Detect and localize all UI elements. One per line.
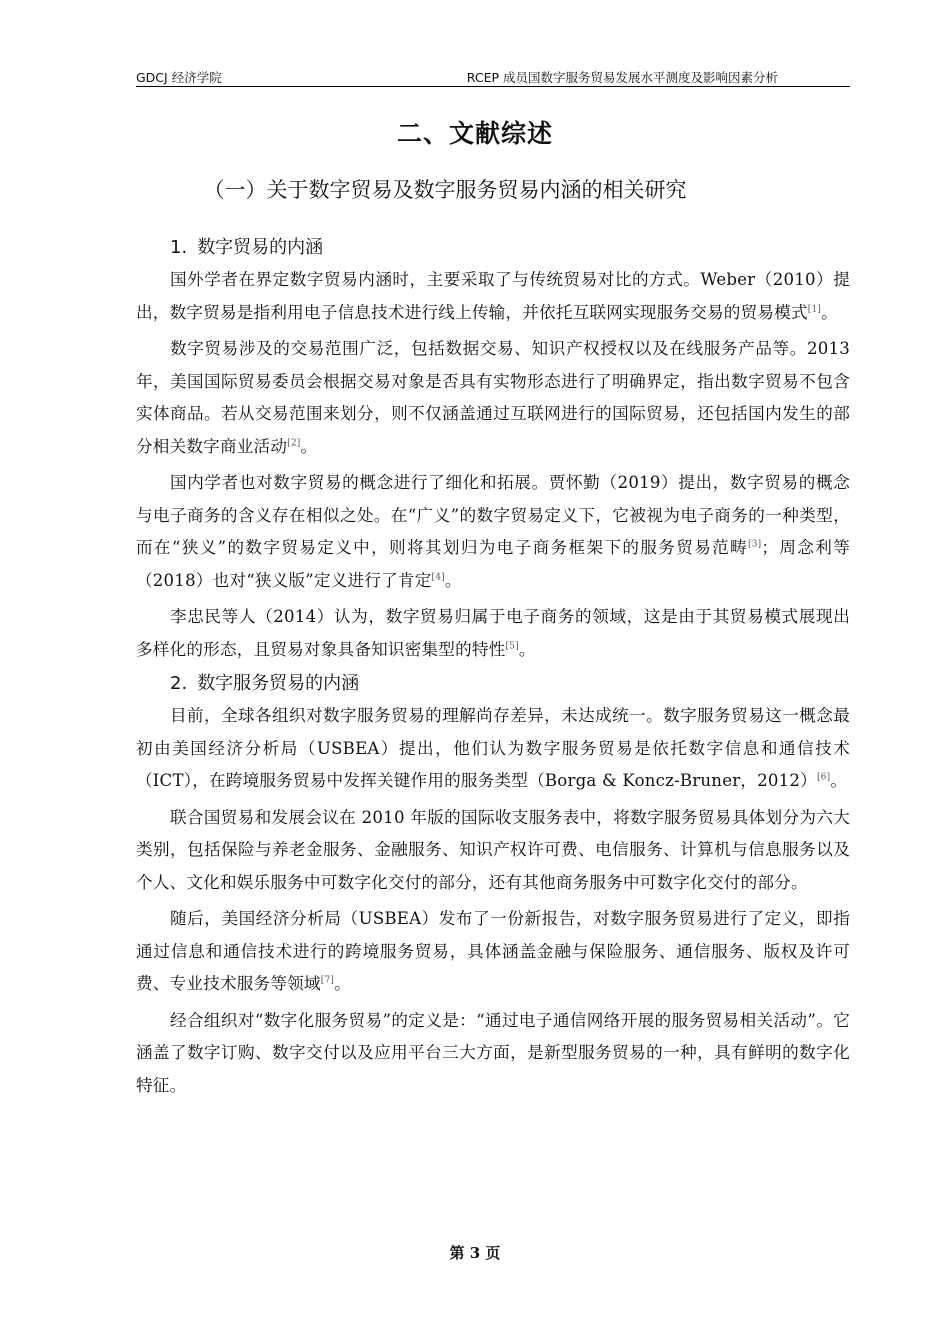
subsection-heading: 1. 数字贸易的内涵 (170, 237, 324, 258)
header-right: RCEP 成员国数字服务贸易发展水平测度及影响因素分析 (466, 70, 778, 85)
citation-ref[interactable]: [2] (287, 437, 301, 448)
paragraph: 李忠民等人（2014）认为，数字贸易归属于电子商务的领域，这是由于其贸易模式展现出多样化的形态，且贸易对象具备知识密集型的特性[5]。 (136, 607, 850, 659)
citation-ref[interactable]: [5] (505, 640, 519, 651)
paragraph: 国外学者在界定数字贸易内涵时，主要采取了与传统贸易对比的方式。Weber（2010）提出，数字贸易是指利用电子信息技术进行线上传输，并依托互联网实现服务交易的贸易模式[1]。 (136, 270, 850, 322)
chapter-title: 二、文献综述 (396, 119, 553, 148)
citation-ref[interactable]: [1] (807, 303, 822, 314)
citation-ref[interactable]: [7] (320, 975, 335, 986)
paragraph: 经合组织对“数字化服务贸易”的定义是：“通过电子通信网络开展的服务贸易相关活动”。它涵盖了数字订购、数字交付以及应用平台三大方面，是新型服务贸易的一种，具有鲜明的数字化特征。 (136, 1010, 850, 1095)
citation-ref[interactable]: [4] (431, 571, 445, 582)
citation-ref[interactable]: [6] (816, 772, 831, 783)
page-header (136, 66, 850, 87)
paragraph: 随后，美国经济分析局（USBEA）发布了一份新报告，对数字服务贸易进行了定义，即指通过信息和通信技术进行的跨境服务贸易，具体涵盖金融与保险服务、通信服务、版权及许可费、专业技术服务等领域[7]。 (136, 909, 850, 993)
header-left: GDCJ 经济学院 (136, 70, 222, 85)
paragraph: 联合国贸易和发展会议在 2010 年版的国际收支服务表中，将数字服务贸易具体划分为六大类别，包括保险与养老金服务、金融服务、知识产权许可费、电信服务、计算机与信息服务以及个人、文化和娱乐服务中可数字化交付的部分，还有其他商务服务中可数字化交付的部分。 (136, 807, 850, 892)
subsection-heading: 2. 数字服务贸易的内涵 (170, 673, 360, 694)
paragraph: 国内学者也对数字贸易的概念进行了细化和拓展。贾怀勤（2019）提出，数字贸易的概念与电子商务的含义存在相似之处。在“广义”的数字贸易定义下，它被视为电子商务的一种类型，而在“狭义”的数字贸易定义中，则将其划归为电子商务框架下的服务贸易范畴[3]；周念利等（2018）也对“狭义版”定义进行了肯定[4]。 (136, 473, 851, 590)
paragraph: 目前，全球各组织对数字服务贸易的理解尚存差异，未达成统一。数字服务贸易这一概念最初由美国经济分析局（USBEA）提出，他们认为数字服务贸易是依托数字信息和通信技术（ICT），在跨境服务贸易中发挥关键作用的服务类型（Borga & Koncz-Bruner，2012）[6]。 (136, 706, 850, 790)
citation-ref[interactable]: [3] (748, 539, 762, 550)
paragraph: 数字贸易涉及的交易范围广泛，包括数据交易、知识产权授权以及在线服务产品等。2013 年，美国国际贸易委员会根据交易对象是否具有实物形态进行了明确界定，指出数字贸易不包含实体商品。若从交易范围来划分，则不仅涵盖通过互联网进行的国际贸易，还包括国内发生的部分相关数字商业活动[2]。 (136, 339, 850, 456)
body-content (136, 234, 850, 1106)
page-number: 第 3 页 (449, 1244, 501, 1262)
section-title: （一）关于数字贸易及数字服务贸易内涵的相关研究 (203, 178, 687, 202)
